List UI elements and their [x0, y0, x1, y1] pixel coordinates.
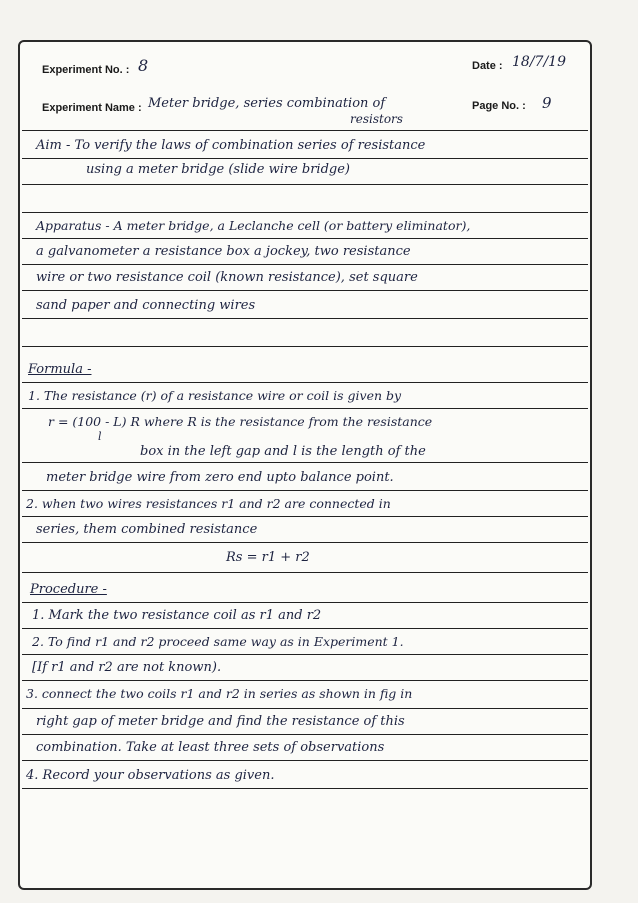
procedure-line-7: 4. Record your observations as given. [26, 768, 275, 783]
ruled-line [22, 462, 588, 463]
apparatus-line-2: a galvanometer a resistance box a jockey, two resistance [36, 244, 411, 259]
ruled-line [22, 628, 588, 629]
formula-line-1: 1. The resistance (r) of a resistance wire or coil is given by [28, 388, 402, 403]
ruled-line [22, 542, 588, 543]
procedure-line-3: [If r1 and r2 are not known). [32, 660, 222, 675]
notebook-page [18, 40, 592, 890]
ruled-line [22, 516, 588, 517]
formula-line-2: r = (100 - L) R where R is the resistance from the resistance [48, 414, 433, 429]
experiment-no-value: 8 [138, 56, 149, 75]
ruled-line [22, 708, 588, 709]
ruled-line [22, 602, 588, 603]
ruled-line [22, 788, 588, 789]
experiment-name-label: Experiment Name : [42, 102, 142, 114]
procedure-line-2: 2. To find r1 and r2 proceed same way as in Experiment 1. [32, 634, 404, 649]
procedure-line-1: 1. Mark the two resistance coil as r1 and r2 [32, 608, 322, 623]
aim-line-1: Aim - To verify the laws of combination series of resistance [36, 138, 426, 153]
formula-line-2-denominator: l [98, 430, 102, 443]
page-no-label: Page No. : [472, 100, 526, 112]
experiment-name-value-line2: resistors [350, 112, 403, 126]
ruled-line [22, 318, 588, 319]
ruled-line [22, 490, 588, 491]
formula-line-3: box in the left gap and l is the length of the [140, 444, 426, 459]
ruled-line [22, 734, 588, 735]
ruled-line [22, 760, 588, 761]
procedure-line-4: 3. connect the two coils r1 and r2 in series as shown in fig in [26, 686, 413, 701]
date-value: 18/7/19 [512, 54, 566, 70]
ruled-line [22, 290, 588, 291]
ruled-line [22, 346, 588, 347]
formula-line-4: meter bridge wire from zero end upto balance point. [46, 470, 394, 485]
ruled-line [22, 158, 588, 159]
ruled-line [22, 680, 588, 681]
ruled-line [22, 382, 588, 383]
ruled-line [22, 238, 588, 239]
formula-line-7: Rs = r1 + r2 [226, 550, 310, 565]
formula-heading: Formula - [28, 362, 92, 377]
procedure-line-5: right gap of meter bridge and find the resistance of this [36, 714, 405, 729]
ruled-line [22, 130, 588, 131]
date-label: Date : [472, 60, 503, 72]
ruled-line [22, 572, 588, 573]
aim-line-2: using a meter bridge (slide wire bridge) [86, 162, 350, 177]
experiment-name-value-line1: Meter bridge, series combination of [148, 96, 386, 111]
page-no-value: 9 [542, 94, 552, 112]
ruled-line [22, 264, 588, 265]
procedure-heading: Procedure - [30, 582, 107, 597]
formula-line-6: series, them combined resistance [36, 522, 258, 537]
ruled-line [22, 654, 588, 655]
apparatus-line-1: Apparatus - A meter bridge, a Leclanche cell (or battery eliminator), [36, 218, 471, 233]
ruled-line [22, 212, 588, 213]
formula-line-5: 2. when two wires resistances r1 and r2 are connected in [26, 496, 391, 511]
ruled-line [22, 408, 588, 409]
experiment-no-label: Experiment No. : [42, 64, 130, 76]
apparatus-line-3: wire or two resistance coil (known resistance), set square [36, 270, 418, 285]
procedure-line-6: combination. Take at least three sets of observations [36, 740, 385, 755]
apparatus-line-4: sand paper and connecting wires [36, 298, 256, 313]
ruled-line [22, 184, 588, 185]
